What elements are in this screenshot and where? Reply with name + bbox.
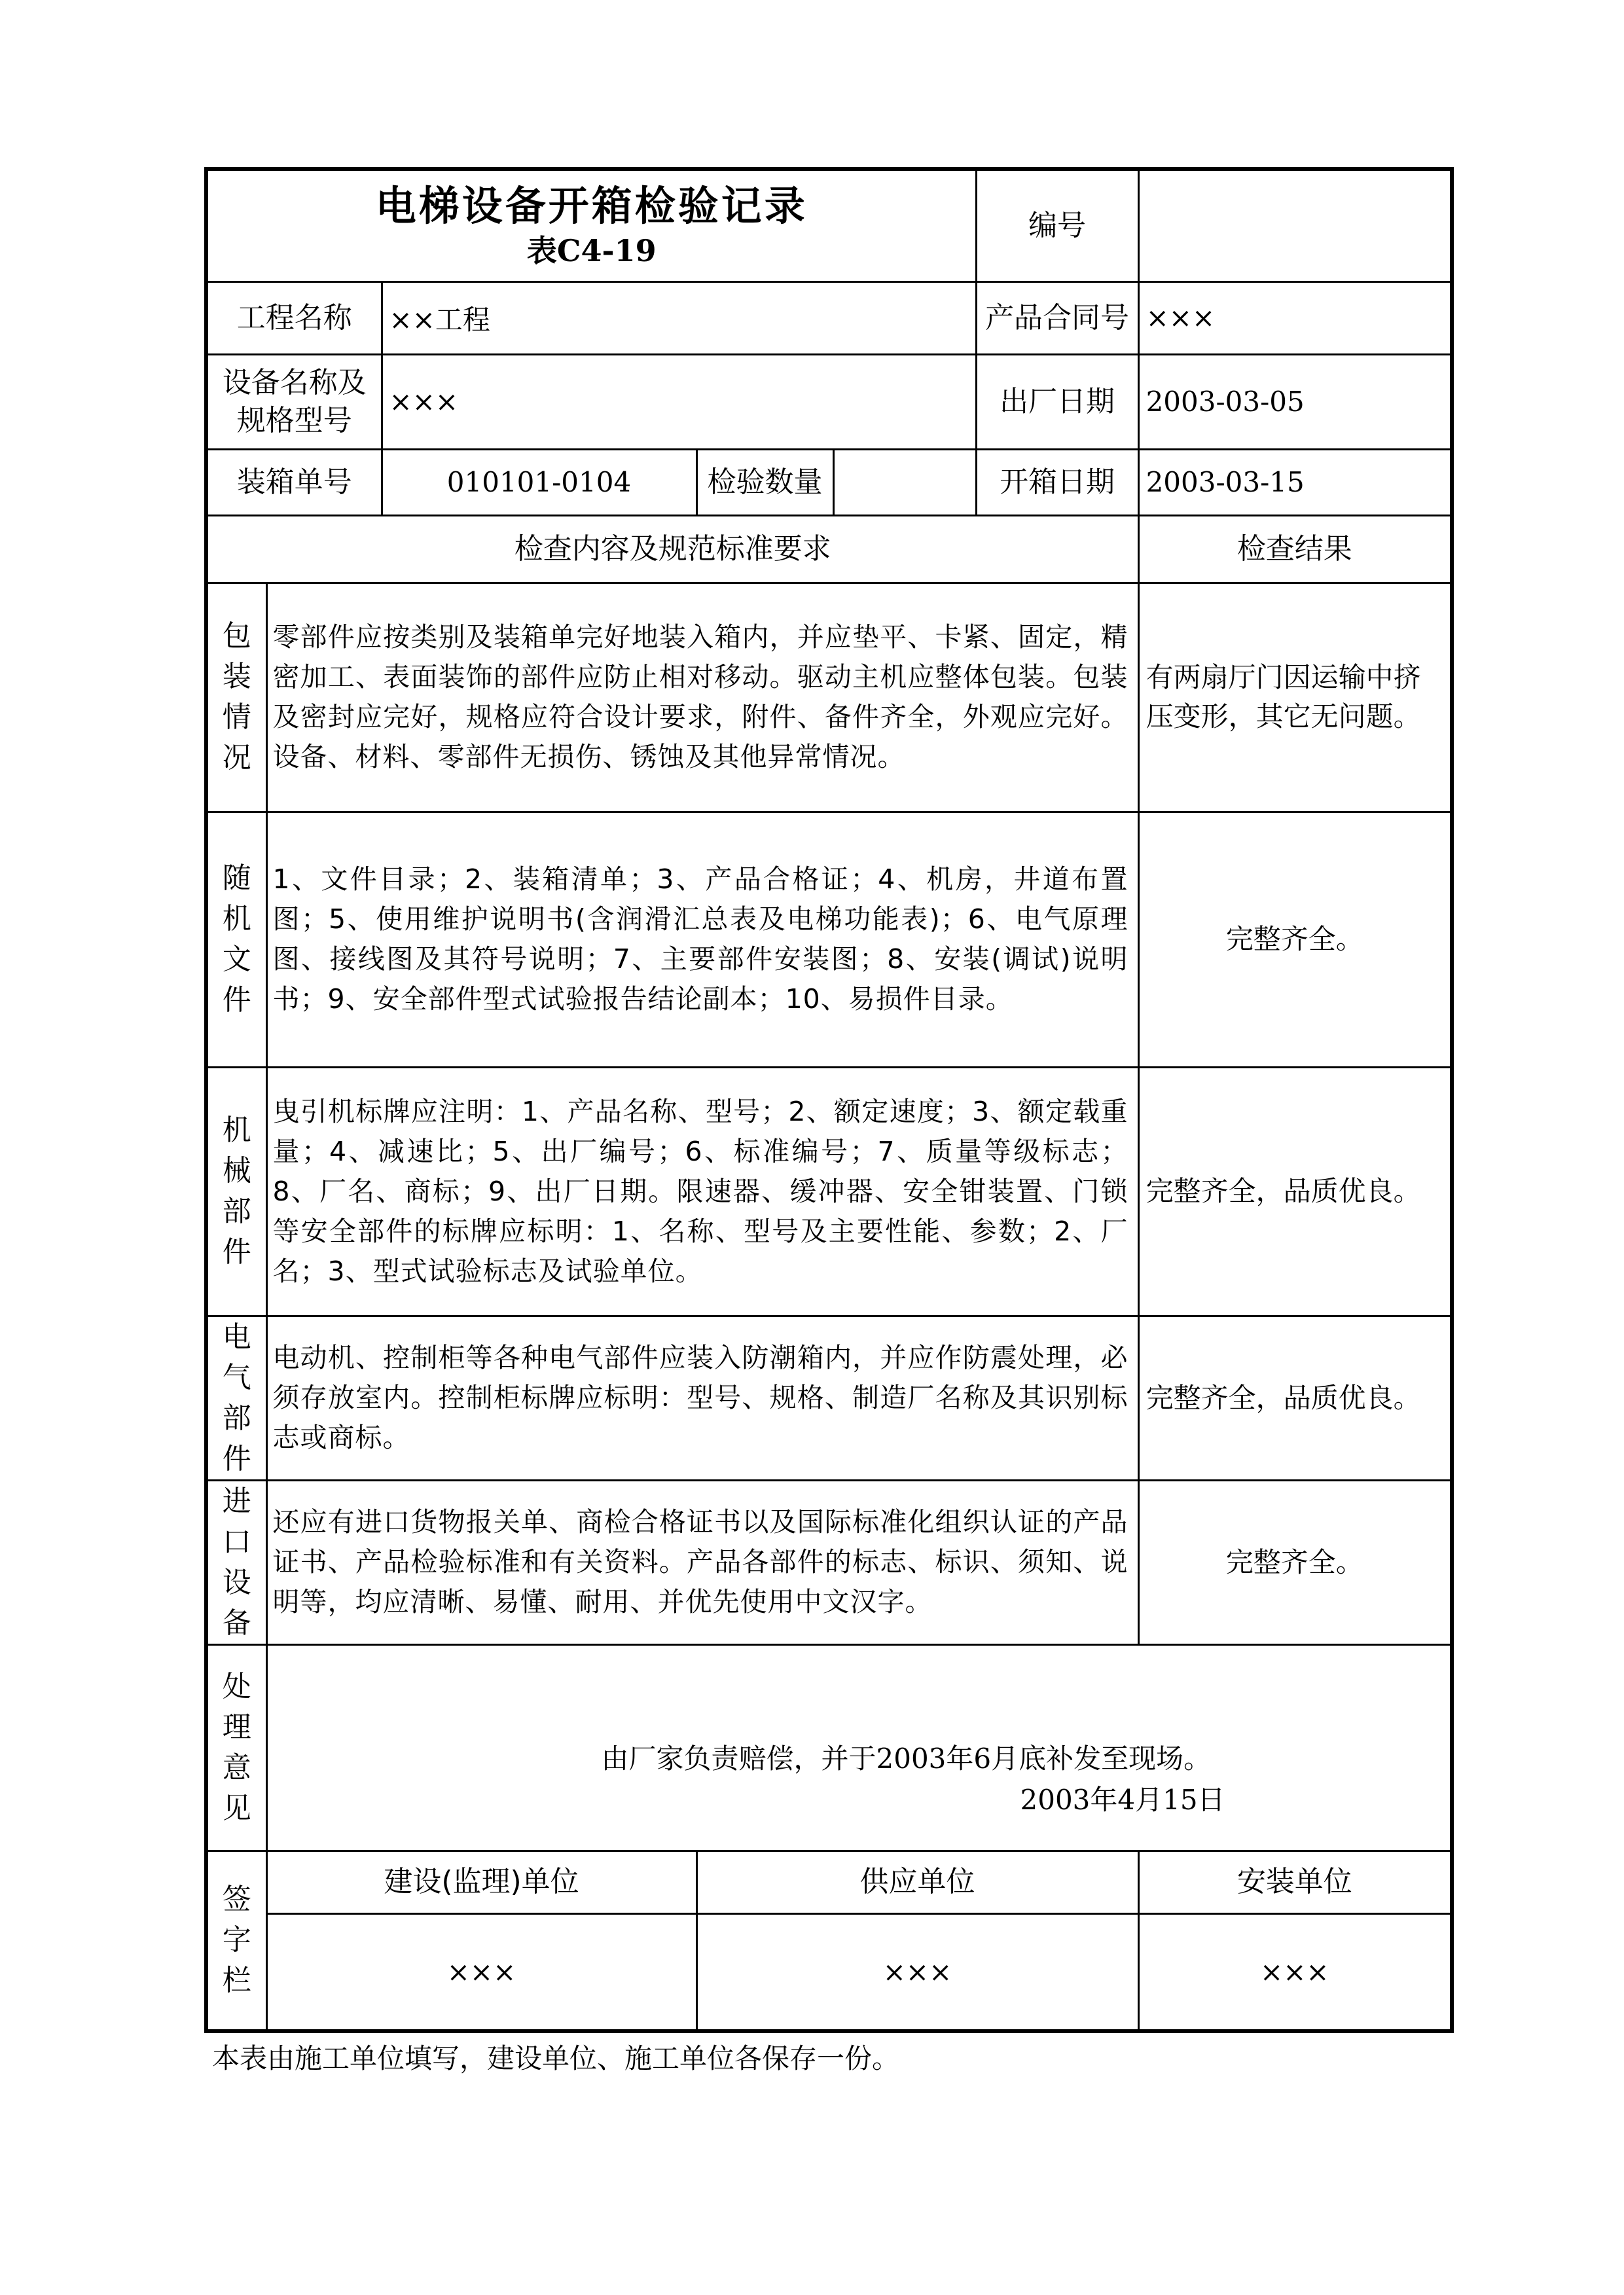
section-label: 随机文件 [222,861,251,1017]
signature-construction-value[interactable]: ××× [266,1913,696,2031]
form-title: 电梯设备开箱检验记录 [375,181,808,230]
section-result[interactable]: 有两扇厅门因运输中挤压变形，其它无问题。 [1138,583,1452,812]
number-label: 编号 [976,169,1138,281]
content-header: 检查内容及规范标准要求 [206,515,1138,583]
signature-label: 签字栏 [222,1883,251,1998]
section-label: 电气部件 [222,1320,251,1475]
result-header: 检查结果 [1138,515,1452,583]
opinion-label: 处理意见 [222,1669,251,1825]
inspect-qty-label: 检验数量 [696,449,833,515]
section-content: 还应有进口货物报关单、商检合格证书以及国际标准化组织认证的产品证书、产品检验标准和有关资料。产品各部件的标志、标识、须知、说明等，均应清晰、易懂、耐用、并优先使用中文汉字。 [266,1480,1138,1644]
factory-date-label: 出厂日期 [976,354,1138,449]
section-label-cell [206,1480,266,1644]
inspect-qty-value[interactable] [833,449,976,515]
contract-no-value[interactable]: ××× [1138,281,1452,354]
section-row [206,1067,1452,1316]
section-content: 曳引机标牌应注明：1、产品名称、型号；2、额定速度；3、额定载重量；4、减速比；5、出厂编号；6、标准编号；7、质量等级标志；8、厂名、商标；9、出厂日期。限速器、缓冲器、安全钳装置、门锁等安全部件的标牌应标明：1、名称、型号及主要性能、参数；2、厂名；3、型式试验标志及试验单位。 [266,1067,1138,1316]
section-label: 进口设备 [222,1484,251,1640]
packing-no-label: 装箱单号 [206,449,382,515]
packing-no-value[interactable]: 010101-0104 [382,449,696,515]
opinion-date: 2003年4月15日 [1020,1783,1225,1816]
opinion-label-cell [206,1644,266,1851]
signature-col-construction: 建设(监理)单位 [266,1851,696,1913]
section-row [206,1316,1452,1480]
equipment-label-text: 设备名称及规格型号 [222,365,367,437]
section-label-cell [206,1067,266,1316]
section-row [206,1480,1452,1644]
section-label-cell [206,812,266,1067]
section-content: 零部件应按类别及装箱单完好地装入箱内，并应垫平、卡紧、固定，精密加工、表面装饰的部件应防止相对移动。驱动主机应整体包装。包装及密封应完好，规格应符合设计要求，附件、备件齐全，外观应完好。设备、材料、零部件无损伤、锈蚀及其他异常情况。 [266,583,1138,812]
number-value[interactable] [1138,169,1452,281]
section-row [206,812,1452,1067]
signature-installer-value[interactable]: ××× [1138,1913,1452,2031]
section-result[interactable]: 完整齐全。 [1138,812,1452,1067]
signature-supplier-value[interactable]: ××× [696,1913,1138,2031]
unpack-date-value[interactable]: 2003-03-15 [1138,449,1452,515]
section-content: 1、文件目录；2、装箱清单；3、产品合格证；4、机房，井道布置图；5、使用维护说明书(含润滑汇总表及电梯功能表)；6、电气原理图、接线图及其符号说明；7、主要部件安装图；8、安装(调试)说明书；9、安全部件型式试验报告结论副本；10、易损件目录。 [266,812,1138,1067]
footnote: 本表由施工单位填写，建设单位、施工单位各保存一份。 [212,2042,900,2074]
equipment-label [206,354,382,449]
opinion-cell[interactable] [266,1644,1452,1851]
title-cell [206,169,976,281]
section-result[interactable]: 完整齐全，品质优良。 [1138,1067,1452,1316]
project-name-label: 工程名称 [206,281,382,354]
signature-col-installer: 安装单位 [1138,1851,1452,1913]
inspection-form-table [204,167,1454,2033]
unpack-date-label: 开箱日期 [976,449,1138,515]
section-label: 包装情况 [222,619,251,774]
contract-no-label: 产品合同号 [976,281,1138,354]
signature-label-cell [206,1851,266,2031]
project-name-value[interactable]: ××工程 [382,281,976,354]
section-result[interactable]: 完整齐全，品质优良。 [1138,1316,1452,1480]
section-label-cell [206,583,266,812]
factory-date-value[interactable]: 2003-03-05 [1138,354,1452,449]
equipment-value[interactable]: ××× [382,354,976,449]
section-label: 机械部件 [222,1113,251,1269]
section-row [206,583,1452,812]
section-result[interactable]: 完整齐全。 [1138,1480,1452,1644]
form-subtitle: 表C4-19 [526,233,657,269]
section-label-cell [206,1316,266,1480]
section-content: 电动机、控制柜等各种电气部件应装入防潮箱内，并应作防震处理，必须存放室内。控制柜标牌应标明：型号、规格、制造厂名称及其识别标志或商标。 [266,1316,1138,1480]
opinion-text: 由厂家负责赔偿，并于2003年6月底补发至现场。 [601,1742,1212,1775]
signature-col-supplier: 供应单位 [696,1851,1138,1913]
